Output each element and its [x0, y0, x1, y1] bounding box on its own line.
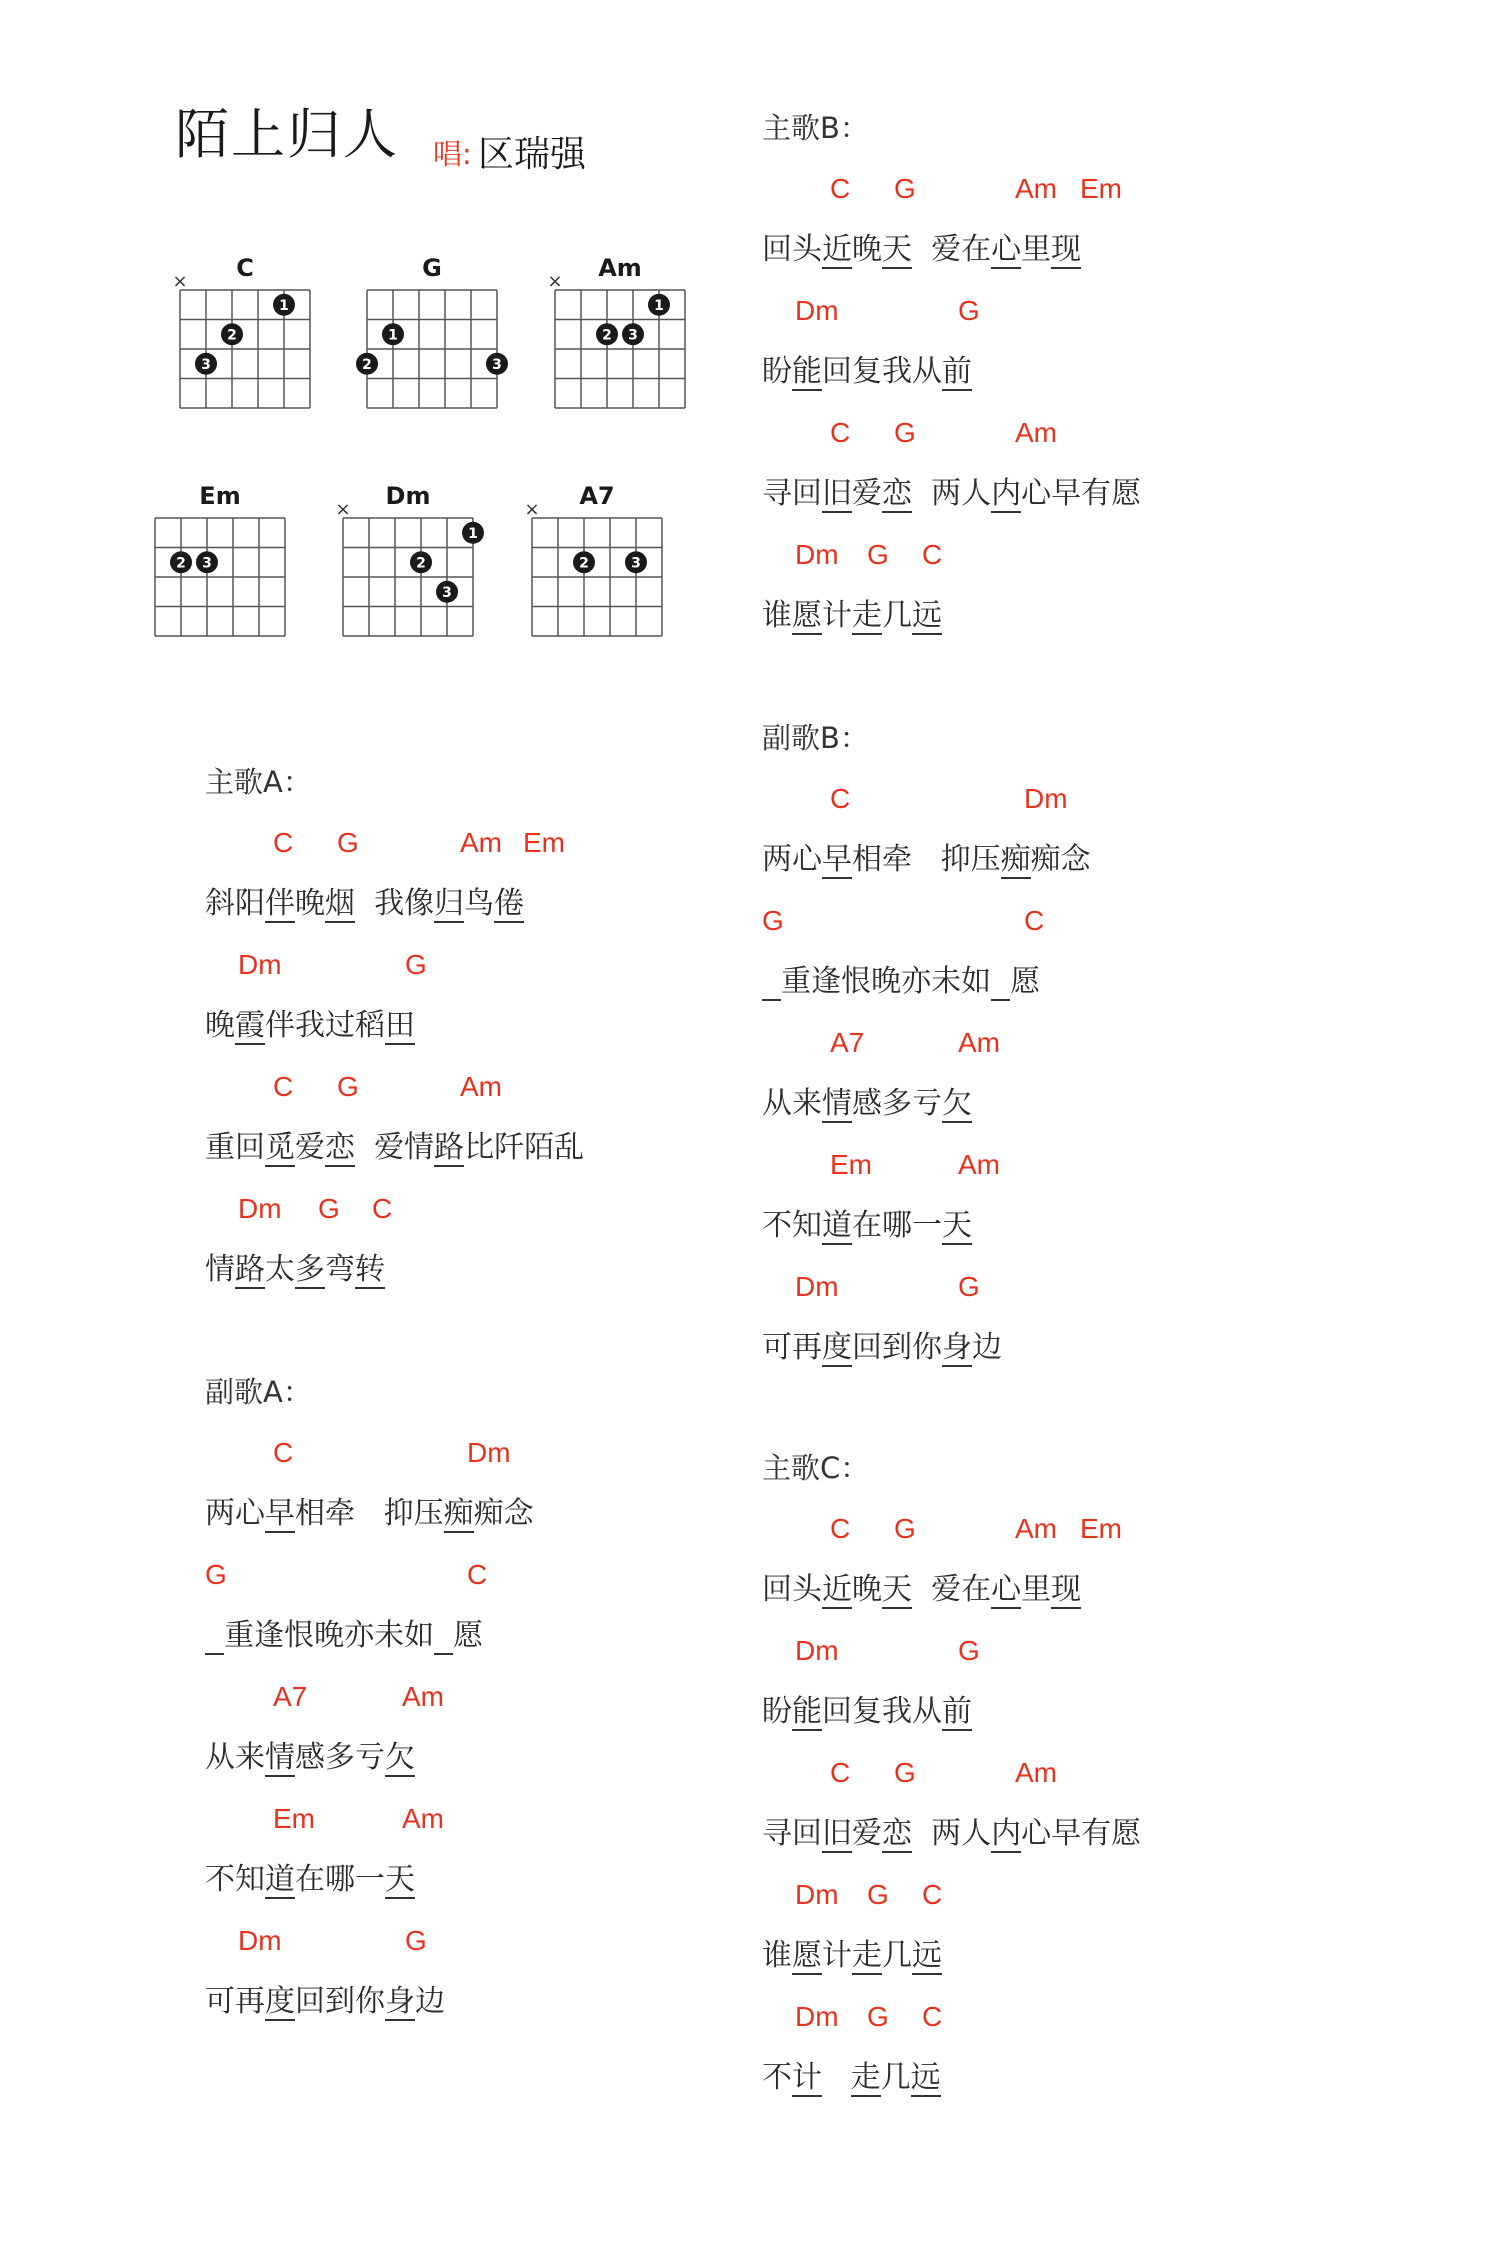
- lyric-accent: 现: [1051, 232, 1082, 267]
- chord-symbol: Em: [273, 1803, 315, 1834]
- lyric-text: 重逢恨晚亦未如: [781, 964, 992, 999]
- chord-symbol: G: [958, 295, 980, 326]
- song-title: 陌上归人: [175, 103, 399, 166]
- lyric-accent: 现: [1051, 1572, 1082, 1607]
- chord-symbol: C: [273, 827, 294, 858]
- lyric-accent: 天: [385, 1862, 415, 1897]
- chord-symbol: C: [830, 1513, 851, 1544]
- lyric-text: 里: [1021, 1572, 1052, 1607]
- lyric-text: 不知: [762, 1208, 822, 1243]
- finger-dot: [622, 323, 644, 345]
- chord-symbol: G: [762, 905, 784, 936]
- chord-symbol: Dm: [238, 1193, 282, 1224]
- chord-line: [205, 945, 584, 1006]
- chord-line: [205, 1189, 584, 1250]
- chord-symbol: A7: [273, 1681, 308, 1712]
- lyric-accent: 恋: [882, 476, 912, 511]
- lyric-accent: 倦: [494, 886, 525, 921]
- svg-text:3: 3: [201, 356, 211, 373]
- lyric-accent: [991, 964, 1010, 1001]
- chord-diagram-c: [170, 250, 320, 413]
- svg-text:2: 2: [602, 327, 612, 344]
- lyric-text: 晚: [205, 1008, 235, 1043]
- lyric-text: 回复我从: [822, 1694, 942, 1729]
- lyric-line: [762, 1692, 1141, 1753]
- lyric-accent: 路: [434, 1130, 465, 1165]
- lyric-text: 可再: [762, 1330, 822, 1365]
- chord-symbol: G: [894, 1513, 916, 1544]
- svg-text:2: 2: [416, 555, 426, 572]
- svg-text:3: 3: [202, 555, 212, 572]
- lyric-accent: 近: [822, 232, 852, 267]
- chord-symbol: Am: [1015, 1513, 1057, 1544]
- svg-text:1: 1: [388, 327, 398, 344]
- lyric-accent: 早: [265, 1496, 295, 1531]
- lyric-line: [205, 1616, 534, 1677]
- lyric-text: 里: [1021, 232, 1052, 267]
- lyric-text: 比阡陌乱: [464, 1130, 585, 1165]
- lyric-accent: 度: [822, 1330, 852, 1365]
- lyric-accent: 霞: [235, 1008, 265, 1043]
- chord-line: [762, 1875, 1141, 1936]
- lyric-accent: 路: [235, 1252, 265, 1287]
- lyric-text: 痴念: [473, 1496, 534, 1531]
- lyric-accent: 旧: [822, 476, 852, 511]
- lyric-line: [762, 1206, 1091, 1267]
- section-verse-c: [762, 1448, 1141, 2119]
- section-verse-b: [762, 108, 1141, 657]
- section-title: 副歌A：: [205, 1375, 312, 1409]
- lyric-text: 爱在: [912, 1572, 992, 1607]
- lyric-text: 几: [882, 1938, 912, 1973]
- lyric-text: 寻回: [762, 476, 822, 511]
- lyric-text: 痴念: [1030, 842, 1091, 877]
- svg-text:3: 3: [628, 327, 638, 344]
- chord-symbol: C: [273, 1437, 294, 1468]
- lyric-text: 可再: [205, 1984, 265, 2019]
- lyric-accent: 恋: [325, 1130, 355, 1165]
- lyric-accent: 近: [822, 1572, 852, 1607]
- lyric-accent: 痴: [443, 1496, 474, 1531]
- chord-symbol: C: [372, 1193, 393, 1224]
- lyric-line: [205, 1982, 534, 2043]
- chord-diagram-name: C: [236, 254, 254, 282]
- lyric-text: 盼: [762, 1694, 792, 1729]
- chord-line: [762, 1023, 1091, 1084]
- finger-dot: [596, 323, 618, 345]
- chord-symbol: Am: [402, 1803, 444, 1834]
- chord-symbol: C: [922, 1879, 943, 1910]
- chord-line: [205, 1799, 534, 1860]
- chord-symbol: C: [922, 2001, 943, 2032]
- svg-text:3: 3: [442, 584, 452, 601]
- lyric-text: 我像: [355, 886, 435, 921]
- lyric-text: 回头: [762, 232, 822, 267]
- chord-symbol: A7: [830, 1027, 865, 1058]
- lyric-text: 斜阳: [205, 886, 265, 921]
- lyric-accent: 觅: [265, 1130, 295, 1165]
- lyric-text: 爱: [852, 476, 882, 511]
- chord-symbol: C: [467, 1559, 488, 1590]
- lyric-accent: 痴: [1000, 842, 1031, 877]
- lyric-accent: 内: [991, 476, 1022, 511]
- section-title: 主歌C：: [762, 1451, 870, 1485]
- chord-line: [205, 1067, 584, 1128]
- finger-dot: [382, 323, 404, 345]
- finger-dot: [196, 551, 218, 573]
- chord-symbol: C: [830, 417, 851, 448]
- finger-dot: [648, 294, 670, 316]
- chord-symbol: Dm: [467, 1437, 511, 1468]
- lyric-text: 爱: [852, 1816, 882, 1851]
- lyric-text: 感多亏: [852, 1086, 942, 1121]
- lyric-line: [762, 596, 1141, 657]
- lyric-text: 晚: [852, 232, 882, 267]
- lyric-text: 谁: [762, 1938, 792, 1973]
- section-verse-a: [205, 762, 584, 1311]
- lyric-text: 太: [265, 1252, 295, 1287]
- chord-symbol: Dm: [795, 539, 839, 570]
- svg-text:1: 1: [654, 297, 664, 314]
- chord-symbol: G: [337, 827, 359, 858]
- lyric-accent: 天: [942, 1208, 972, 1243]
- chord-symbol: Am: [460, 827, 502, 858]
- chord-symbol: Dm: [795, 1635, 839, 1666]
- lyric-line: [762, 1570, 1141, 1631]
- lyric-accent: [762, 964, 781, 1001]
- chord-symbol: G: [405, 1925, 427, 1956]
- finger-dot: [625, 551, 647, 573]
- chord-symbol: G: [318, 1193, 340, 1224]
- lyric-accent: 转: [355, 1252, 385, 1287]
- lyric-text: 爱在: [912, 232, 992, 267]
- chord-line: [762, 1753, 1141, 1814]
- chord-diagram-g: [357, 250, 507, 413]
- lyric-text: 从来: [205, 1740, 265, 1775]
- lyric-text: 回到你: [295, 1984, 385, 2019]
- chord-line: [205, 1433, 534, 1494]
- lyric-text: 爱: [295, 1130, 325, 1165]
- lyric-text: 几: [880, 2060, 911, 2095]
- chord-line: [205, 823, 584, 884]
- finger-dot: [221, 323, 243, 345]
- lyric-line: [205, 884, 584, 945]
- lyric-accent: [434, 1618, 453, 1655]
- lyric-text: 不知: [205, 1862, 265, 1897]
- section-title: 副歌B：: [762, 721, 869, 755]
- finger-dot: [486, 353, 508, 375]
- lyric-text: [822, 2060, 851, 2095]
- chord-symbol: Am: [958, 1027, 1000, 1058]
- finger-dot: [436, 581, 458, 603]
- lyric-accent: 伴: [265, 886, 295, 921]
- chord-line: [205, 1677, 534, 1738]
- chord-symbol: Em: [1080, 173, 1122, 204]
- chord-diagram-name: A7: [579, 482, 615, 510]
- lyric-line: [762, 1814, 1141, 1875]
- lyric-accent: 度: [265, 1984, 295, 2019]
- svg-text:2: 2: [227, 327, 237, 344]
- mute-mark-icon: ×: [547, 271, 563, 292]
- svg-text:3: 3: [631, 555, 641, 572]
- lyric-accent: 身: [385, 1984, 415, 2019]
- chord-symbol: G: [867, 2001, 889, 2032]
- lyric-accent: 天: [882, 1572, 912, 1607]
- chord-symbol: Em: [1080, 1513, 1122, 1544]
- svg-text:1: 1: [468, 525, 478, 542]
- chord-symbol: G: [405, 949, 427, 980]
- chord-symbol: G: [205, 1559, 227, 1590]
- lyric-text: 鸟: [464, 886, 495, 921]
- chord-symbol: Dm: [1024, 783, 1068, 814]
- chord-line: [762, 779, 1091, 840]
- lyric-text: 两心: [205, 1496, 265, 1531]
- chord-symbol: G: [867, 539, 889, 570]
- lyric-accent: 归: [434, 886, 465, 921]
- lyric-accent: 远: [912, 598, 942, 633]
- finger-dot: [195, 353, 217, 375]
- finger-dot: [273, 294, 295, 316]
- chord-line: [762, 1145, 1091, 1206]
- lyric-text: 谁: [762, 598, 792, 633]
- chord-symbol: Em: [830, 1149, 872, 1180]
- chord-line: [205, 1555, 534, 1616]
- chord-diagram-dm: [333, 478, 483, 641]
- chord-diagram-name: G: [422, 254, 442, 282]
- chord-diagram-name: Am: [598, 254, 642, 282]
- lyric-text: 两心: [762, 842, 822, 877]
- chord-line: [762, 291, 1141, 352]
- lyric-text: 边: [972, 1330, 1002, 1365]
- chord-symbol: Dm: [795, 2001, 839, 2032]
- lyric-line: [762, 2058, 1141, 2119]
- lyric-accent: 计: [792, 2060, 822, 2095]
- lyric-accent: 旧: [822, 1816, 852, 1851]
- lyric-accent: 走: [850, 2060, 881, 2095]
- chord-symbol: C: [1024, 905, 1045, 936]
- lyric-line: [762, 1936, 1141, 1997]
- lyric-text: 回到你: [852, 1330, 942, 1365]
- section-chorus-a: [205, 1372, 534, 2043]
- chord-symbol: G: [894, 1757, 916, 1788]
- lyric-accent: 情: [265, 1740, 295, 1775]
- mute-mark-icon: ×: [335, 499, 351, 520]
- lyric-text: 从来: [762, 1086, 822, 1121]
- lyric-text: 边: [415, 1984, 445, 2019]
- lyric-accent: 心: [991, 1572, 1022, 1607]
- lyric-text: 计: [822, 1938, 852, 1973]
- lyric-text: 重逢恨晚亦未如: [224, 1618, 435, 1653]
- lyric-text: 情: [205, 1252, 235, 1287]
- lyric-accent: 内: [991, 1816, 1022, 1851]
- lyric-text: 寻回: [762, 1816, 822, 1851]
- lyric-accent: 早: [822, 842, 852, 877]
- section-chorus-b: [762, 718, 1091, 1389]
- chord-symbol: Am: [1015, 1757, 1057, 1788]
- chord-symbol: Dm: [795, 1879, 839, 1910]
- lyric-line: [205, 1128, 584, 1189]
- lyric-text: 愿: [453, 1618, 484, 1653]
- chord-diagram-a7: [522, 478, 672, 641]
- chord-symbol: Dm: [795, 295, 839, 326]
- mute-mark-icon: ×: [172, 271, 188, 292]
- lyric-line: [762, 230, 1141, 291]
- lyric-line: [762, 962, 1091, 1023]
- chord-diagram-name: Em: [199, 482, 241, 510]
- lyric-accent: 愿: [792, 1938, 822, 1973]
- chord-symbol: C: [830, 783, 851, 814]
- chord-symbol: G: [894, 173, 916, 204]
- lyric-line: [762, 474, 1141, 535]
- lyric-accent: 多: [295, 1252, 325, 1287]
- singer-label: 唱:: [433, 137, 472, 171]
- lyric-text: 伴我过稻: [265, 1008, 385, 1043]
- lyric-line: [205, 1494, 534, 1555]
- lyric-accent: 心: [991, 232, 1022, 267]
- chord-line: [762, 901, 1091, 962]
- lyric-text: 心早有愿: [1021, 476, 1142, 511]
- singer-name: 区瑞强: [478, 134, 587, 175]
- chord-line: [762, 1631, 1141, 1692]
- lyric-accent: 远: [912, 1938, 942, 1973]
- lyric-text: 爱情: [355, 1130, 435, 1165]
- chord-symbol: G: [337, 1071, 359, 1102]
- lyric-text: 愿: [1010, 964, 1041, 999]
- lyric-text: 相牵 抑压: [852, 842, 1001, 877]
- finger-dot: [356, 353, 378, 375]
- chord-line: [762, 535, 1141, 596]
- lyric-accent: 欠: [942, 1086, 972, 1121]
- svg-text:2: 2: [176, 555, 186, 572]
- lyric-line: [205, 1250, 584, 1311]
- lyric-line: [762, 840, 1091, 901]
- lyric-accent: 欠: [385, 1740, 415, 1775]
- lyric-text: 重回: [205, 1130, 265, 1165]
- chord-symbol: G: [894, 417, 916, 448]
- lyric-accent: 道: [265, 1862, 295, 1897]
- chord-symbol: C: [830, 1757, 851, 1788]
- lyric-accent: 前: [942, 354, 972, 389]
- lyric-text: 晚: [295, 886, 325, 921]
- section-title: 主歌B：: [762, 111, 869, 145]
- finger-dot: [410, 551, 432, 573]
- chord-line: [762, 1997, 1141, 2058]
- lyric-accent: 愿: [792, 598, 822, 633]
- chord-symbol: Em: [523, 827, 565, 858]
- chord-symbol: Am: [1015, 173, 1057, 204]
- lyric-line: [762, 1328, 1091, 1389]
- lyric-accent: 道: [822, 1208, 852, 1243]
- lyric-text: 回复我从: [822, 354, 942, 389]
- lyric-accent: 走: [852, 1938, 882, 1973]
- lyric-accent: 远: [910, 2060, 941, 2095]
- lyric-text: 感多亏: [295, 1740, 385, 1775]
- svg-text:1: 1: [279, 297, 289, 314]
- chord-symbol: Am: [402, 1681, 444, 1712]
- chord-symbol: C: [273, 1071, 294, 1102]
- section-title: 主歌A：: [205, 765, 312, 799]
- chord-line: [205, 1921, 534, 1982]
- lyric-accent: 天: [882, 232, 912, 267]
- lyric-accent: 恋: [882, 1816, 912, 1851]
- lyric-accent: 前: [942, 1694, 972, 1729]
- chord-symbol: G: [958, 1635, 980, 1666]
- chord-symbol: Dm: [238, 1925, 282, 1956]
- chord-symbol: Am: [958, 1149, 1000, 1180]
- chord-diagram-name: Dm: [385, 482, 431, 510]
- lyric-text: 在哪一: [295, 1862, 385, 1897]
- lyric-text: 回头: [762, 1572, 822, 1607]
- finger-dot: [462, 522, 484, 544]
- mute-mark-icon: ×: [524, 499, 540, 520]
- chord-symbol: Dm: [238, 949, 282, 980]
- chord-symbol: Am: [460, 1071, 502, 1102]
- finger-dot: [573, 551, 595, 573]
- lyric-accent: 身: [942, 1330, 972, 1365]
- lyric-text: 晚: [852, 1572, 882, 1607]
- chord-line: [762, 413, 1141, 474]
- lyric-text: 心早有愿: [1021, 1816, 1142, 1851]
- lyric-accent: 田: [385, 1008, 415, 1043]
- chord-symbol: G: [958, 1271, 980, 1302]
- lyric-text: 不: [762, 2060, 792, 2095]
- svg-text:2: 2: [579, 555, 589, 572]
- lyric-accent: 烟: [325, 886, 355, 921]
- chord-diagram-em: [145, 478, 295, 641]
- lyric-text: 计: [822, 598, 852, 633]
- lyric-line: [762, 1084, 1091, 1145]
- lyric-line: [205, 1738, 534, 1799]
- chord-symbol: C: [830, 173, 851, 204]
- lyric-line: [762, 352, 1141, 413]
- lyric-text: 在哪一: [852, 1208, 942, 1243]
- chord-line: [762, 1509, 1141, 1570]
- lyric-accent: 情: [822, 1086, 852, 1121]
- lyric-accent: 能: [792, 1694, 822, 1729]
- lyric-line: [205, 1860, 534, 1921]
- svg-text:2: 2: [362, 356, 372, 373]
- svg-text:3: 3: [492, 356, 502, 373]
- finger-dot: [170, 551, 192, 573]
- lyric-text: 几: [882, 598, 912, 633]
- chord-line: [762, 169, 1141, 230]
- lyric-accent: 走: [852, 598, 882, 633]
- lyric-line: [205, 1006, 584, 1067]
- lyric-accent: [205, 1618, 224, 1655]
- chord-symbol: Am: [1015, 417, 1057, 448]
- lyric-text: 两人: [912, 1816, 992, 1851]
- chord-diagram-am: [545, 250, 695, 413]
- lyric-text: 相牵 抑压: [295, 1496, 444, 1531]
- chord-symbol: Dm: [795, 1271, 839, 1302]
- chord-line: [762, 1267, 1091, 1328]
- lyric-text: 盼: [762, 354, 792, 389]
- chord-symbol: G: [867, 1879, 889, 1910]
- chord-symbol: C: [922, 539, 943, 570]
- lyric-accent: 能: [792, 354, 822, 389]
- lyric-text: 两人: [912, 476, 992, 511]
- lyric-text: 弯: [325, 1252, 355, 1287]
